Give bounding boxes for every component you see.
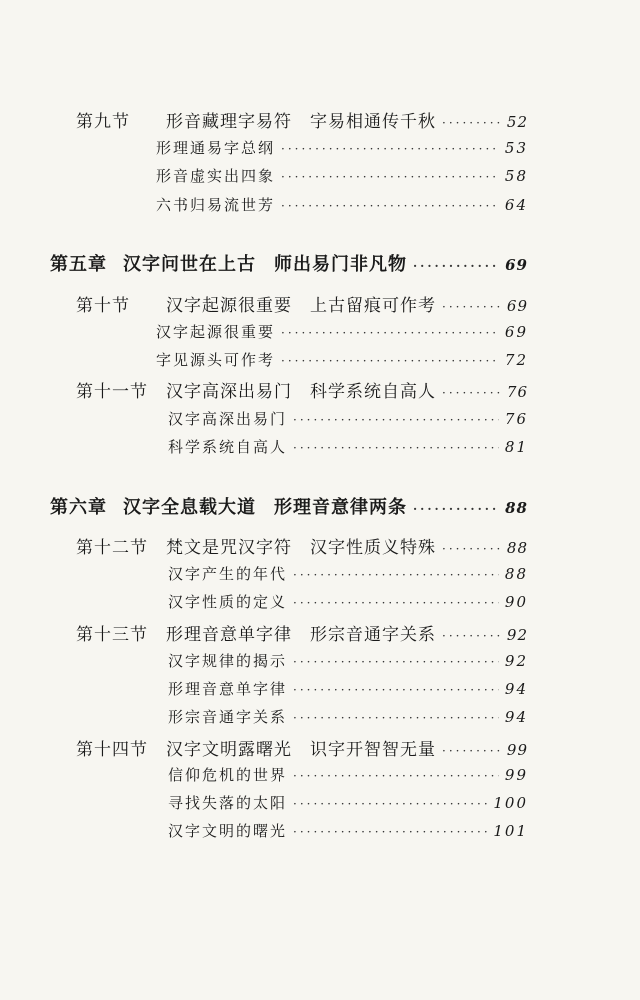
page-number: 101 [493, 822, 528, 840]
dot-leader [442, 116, 501, 130]
dot-leader [293, 825, 487, 839]
toc-subsection[interactable] [168, 436, 528, 457]
toc-entry-label [76, 533, 436, 558]
page-number: 53 [504, 139, 528, 157]
toc-entry-label: 汉字规律的揭示 [168, 652, 288, 670]
toc-subsection[interactable] [168, 408, 528, 429]
page-number: 64 [504, 196, 528, 214]
toc-entry-label [50, 493, 407, 519]
section-title-2: 汉字性质义特殊 [310, 538, 436, 558]
toc-entry-label [76, 291, 436, 316]
chapter-title-1: 汉字全息载大道 [123, 497, 256, 518]
section-title-1: 形理音意单字律 [166, 625, 292, 645]
page-number: 69 [504, 323, 528, 341]
section-number: 第九节 [76, 112, 130, 132]
dot-leader [293, 441, 499, 455]
toc-entry-label: 汉字高深出易门 [168, 410, 288, 428]
toc-section-13[interactable] [76, 620, 528, 645]
section-number: 第十四节 [76, 740, 148, 760]
section-title-1: 形音藏理字易符 [166, 112, 292, 132]
dot-leader [293, 655, 499, 669]
toc-entry-label: 形理音意单字律 [168, 680, 288, 698]
page-number: 88 [505, 499, 528, 517]
section-title-2: 字易相通传千秋 [310, 112, 436, 132]
dot-leader [281, 326, 499, 340]
chapter-title-2: 师出易门非凡物 [274, 254, 407, 275]
section-title-1: 汉字高深出易门 [166, 382, 292, 402]
page-number: 94 [504, 708, 528, 726]
toc-subsection[interactable] [168, 820, 528, 841]
section-title-1: 梵文是咒汉字符 [166, 538, 292, 558]
toc-entry-label [76, 735, 436, 760]
dot-leader [442, 386, 501, 400]
page-number: 76 [504, 410, 528, 428]
toc-entry-label: 形宗音通字关系 [168, 708, 288, 726]
toc-subsection[interactable] [168, 792, 528, 813]
toc-subsection[interactable] [168, 706, 528, 727]
dot-leader [442, 629, 501, 643]
toc-subsection[interactable] [168, 563, 528, 584]
section-title-2: 科学系统自高人 [310, 382, 436, 402]
toc-entry-label: 形理通易字总纲 [156, 139, 276, 157]
toc-chapter-6[interactable] [50, 493, 528, 519]
toc-subsection[interactable] [156, 349, 528, 370]
page-number: 92 [504, 652, 528, 670]
page-number: 100 [493, 794, 528, 812]
toc-entry-label [76, 620, 436, 645]
dot-leader [442, 542, 501, 556]
dot-leader [293, 769, 499, 783]
section-title-2: 识字开智智无量 [310, 740, 436, 760]
toc-entry-label: 汉字文明的曙光 [168, 822, 288, 840]
section-number: 第十一节 [76, 382, 148, 402]
page-number: 88 [506, 539, 528, 557]
toc-section-12[interactable] [76, 533, 528, 558]
toc-subsection[interactable] [168, 650, 528, 671]
dot-leader [293, 797, 487, 811]
toc-section-9[interactable] [76, 107, 528, 132]
dot-leader [293, 568, 499, 582]
section-title-2: 形宗音通字关系 [310, 625, 436, 645]
section-title-2: 上古留痕可作考 [310, 296, 436, 316]
toc-chapter-5[interactable] [50, 250, 528, 276]
section-title-1: 汉字起源很重要 [166, 296, 292, 316]
dot-leader [293, 596, 499, 610]
toc-subsection[interactable] [156, 165, 528, 186]
page-number: 69 [505, 256, 528, 274]
page-number: 90 [504, 593, 528, 611]
dot-leader [281, 199, 499, 213]
dot-leader [293, 683, 499, 697]
toc-entry-label: 形音虚实出四象 [156, 167, 276, 185]
dot-leader [281, 142, 499, 156]
chapter-title-1: 汉字问世在上古 [123, 254, 256, 275]
toc-entry-label [76, 107, 436, 132]
toc-entry-label [50, 250, 407, 276]
toc-entry-label: 汉字性质的定义 [168, 593, 288, 611]
toc-entry-label: 六书归易流世芳 [156, 196, 276, 214]
toc-subsection[interactable] [168, 678, 528, 699]
chapter-number: 第五章 [50, 254, 107, 275]
section-number: 第十三节 [76, 625, 148, 645]
toc-entry-label: 汉字产生的年代 [168, 565, 288, 583]
toc-section-11[interactable] [76, 377, 528, 402]
toc-subsection[interactable] [156, 137, 528, 158]
toc-section-14[interactable] [76, 735, 528, 760]
chapter-number: 第六章 [50, 497, 107, 518]
dot-leader [281, 170, 499, 184]
page-number: 76 [506, 383, 528, 401]
toc-subsection[interactable] [168, 591, 528, 612]
dot-leader [442, 300, 501, 314]
page-number: 99 [504, 766, 528, 784]
page-number: 72 [504, 351, 528, 369]
page-number: 81 [504, 438, 528, 456]
page-number: 69 [506, 297, 528, 315]
dot-leader [281, 354, 499, 368]
page-number: 58 [504, 167, 528, 185]
dot-leader [293, 711, 499, 725]
dot-leader [413, 259, 499, 273]
page-number: 92 [506, 626, 528, 644]
toc-subsection[interactable] [168, 764, 528, 785]
toc-entry-label: 科学系统自高人 [168, 438, 288, 456]
section-title-1: 汉字文明露曙光 [166, 740, 292, 760]
section-number: 第十二节 [76, 538, 148, 558]
toc-entry-label: 信仰危机的世界 [168, 766, 288, 784]
page-number: 99 [506, 741, 528, 759]
page-number: 88 [504, 565, 528, 583]
section-number: 第十节 [76, 296, 130, 316]
page-number: 94 [504, 680, 528, 698]
toc-entry-label: 汉字起源很重要 [156, 323, 276, 341]
toc-entry-label [76, 377, 436, 402]
chapter-title-2: 形理音意律两条 [274, 497, 407, 518]
dot-leader [293, 413, 499, 427]
dot-leader [442, 744, 501, 758]
toc-subsection[interactable] [156, 321, 528, 342]
toc-section-10[interactable] [76, 291, 528, 316]
dot-leader [413, 502, 499, 516]
toc-entry-label: 字见源头可作考 [156, 351, 276, 369]
toc-subsection[interactable] [156, 194, 528, 215]
toc-entry-label: 寻找失落的太阳 [168, 794, 288, 812]
page-number: 52 [506, 113, 528, 131]
